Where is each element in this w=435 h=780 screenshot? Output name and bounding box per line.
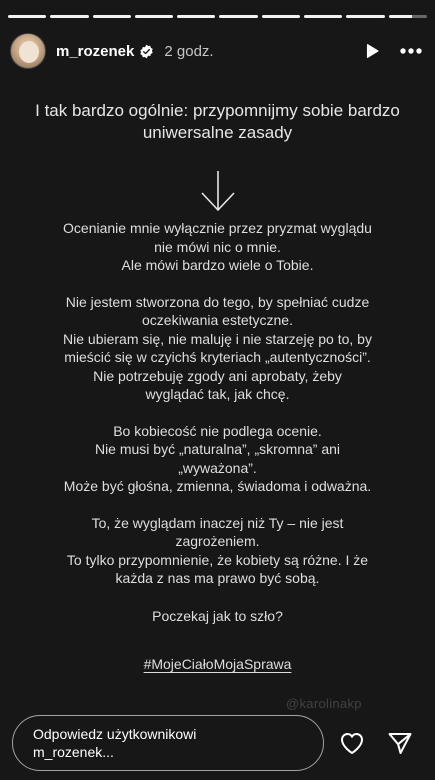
paragraph-5: Poczekaj jak to szło? (152, 607, 283, 624)
reply-actions (339, 731, 423, 755)
line: Ale mówi bardzo wiele o Tobie. (121, 257, 314, 273)
line: To tylko przypomnienie, że kobiety są różne. I że (66, 551, 369, 568)
reply-bar (12, 715, 423, 771)
progress-segment (177, 15, 215, 18)
line: Może być głośna, zmienna, świadoma i odważna. (63, 478, 372, 494)
line: mieścić się w czyichś kryteriach „autentyczności”. (64, 349, 371, 365)
paragraph-2 (38, 293, 398, 404)
progress-fill (346, 15, 384, 18)
progress-fill (389, 15, 412, 18)
line: Nie jestem stworzona do tego, by spełniać cudze (65, 293, 370, 310)
username[interactable]: m_rozenek (56, 42, 135, 60)
line: wyglądać tak, jak chcę. (145, 386, 290, 402)
intro-text: I tak bardzo ogólnie: przypomnijmy sobie bardzo uniwersalne zasady (35, 101, 400, 142)
line: Nie musi być „naturalna”, „skromna” ani (94, 441, 341, 457)
line: zagrożeniem. (175, 533, 260, 549)
play-icon[interactable] (363, 42, 381, 60)
progress-fill (135, 15, 173, 18)
line: Ocenianie mnie wyłącznie przez pryzmat wyglądu (63, 220, 372, 236)
line: „wyważona”. (178, 459, 257, 476)
paragraph-4 (38, 514, 398, 588)
hashtag-link[interactable]: #MojeCiałoMojaSprawa (143, 656, 292, 672)
line: każda z nas ma prawo być sobą. (115, 570, 320, 586)
story-content (20, 100, 415, 674)
progress-segment (346, 15, 384, 18)
paragraph-1 (38, 219, 398, 275)
send-icon[interactable] (387, 731, 413, 755)
watermark: @karolinakp (286, 696, 362, 711)
progress-fill (262, 15, 300, 18)
progress-segment (304, 15, 342, 18)
progress-segment (389, 15, 427, 18)
progress-segment (93, 15, 131, 18)
line: nie mówi nic o mnie. (154, 238, 281, 255)
reply-input[interactable]: Odpowiedz użytkownikowi m_rozenek... (12, 715, 324, 771)
more-icon[interactable] (399, 47, 423, 55)
post-time: 2 godz. (164, 42, 214, 60)
verified-icon (139, 44, 154, 59)
progress-fill (177, 15, 215, 18)
line: Nie potrzebuję zgody ani aprobaty, żeby (93, 367, 342, 384)
progress-fill (8, 15, 46, 18)
story-header (10, 30, 423, 72)
progress-segment (219, 15, 257, 18)
progress-segment (262, 15, 300, 18)
header-actions (363, 42, 423, 60)
progress-segment (135, 15, 173, 18)
line: oczekiwania estetyczne. (142, 312, 293, 328)
arrow-down-icon (198, 169, 238, 213)
progress-fill (219, 15, 257, 18)
progress-segment (50, 15, 88, 18)
paragraph-3 (38, 422, 398, 496)
progress-fill (304, 15, 342, 18)
progress-fill (50, 15, 88, 18)
progress-segment (8, 15, 46, 18)
line: To, że wyglądam inaczej niż Ty – nie jest (91, 514, 344, 531)
heart-icon[interactable] (339, 731, 365, 755)
progress-fill (93, 15, 131, 18)
line: Nie ubieram się, nie maluję i nie starzeję po to, by (63, 330, 372, 347)
avatar[interactable] (10, 33, 46, 69)
line: Bo kobiecość nie podlega ocenie. (113, 422, 322, 439)
story-progress (8, 15, 427, 18)
